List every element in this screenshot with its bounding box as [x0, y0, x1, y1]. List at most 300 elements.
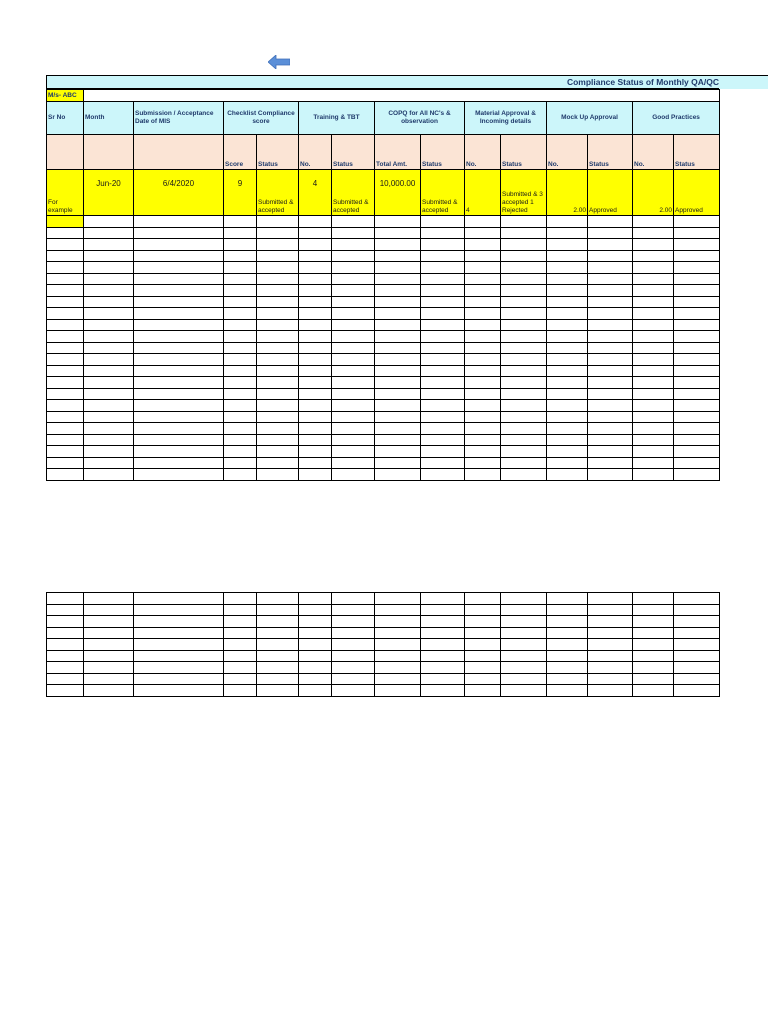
table-cell[interactable]	[299, 239, 332, 251]
table-cell[interactable]	[299, 469, 332, 481]
table-cell[interactable]	[547, 262, 588, 274]
table-cell[interactable]	[375, 319, 421, 331]
table-cell[interactable]	[84, 342, 134, 354]
table-cell[interactable]	[299, 331, 332, 343]
table-cell[interactable]	[84, 662, 134, 674]
subheader-status[interactable]: Status	[421, 135, 465, 170]
table-cell[interactable]	[134, 250, 224, 262]
table-cell[interactable]	[465, 239, 501, 251]
table-cell[interactable]	[375, 342, 421, 354]
table-cell[interactable]	[332, 354, 375, 366]
table-cell[interactable]	[588, 650, 633, 662]
table-cell[interactable]	[633, 662, 674, 674]
table-cell[interactable]	[465, 662, 501, 674]
table-cell[interactable]	[299, 627, 332, 639]
table-cell[interactable]	[224, 457, 257, 469]
table-cell[interactable]	[588, 662, 633, 674]
table-cell[interactable]	[633, 250, 674, 262]
table-cell[interactable]	[84, 650, 134, 662]
table-cell[interactable]	[421, 296, 465, 308]
subheader-status[interactable]: Status	[257, 135, 299, 170]
table-cell[interactable]	[332, 446, 375, 458]
table-cell[interactable]	[134, 273, 224, 285]
table-cell[interactable]	[633, 400, 674, 412]
table-cell[interactable]	[84, 457, 134, 469]
table-cell[interactable]	[332, 673, 375, 685]
table-cell[interactable]	[674, 627, 720, 639]
table-cell[interactable]	[47, 377, 84, 389]
table-cell[interactable]	[674, 377, 720, 389]
table-cell[interactable]	[674, 308, 720, 320]
table-cell[interactable]	[84, 627, 134, 639]
table-cell[interactable]	[134, 616, 224, 628]
table-cell[interactable]	[501, 377, 547, 389]
table-cell[interactable]	[421, 354, 465, 366]
table-cell[interactable]	[674, 365, 720, 377]
table-cell[interactable]	[547, 434, 588, 446]
table-cell[interactable]	[84, 239, 134, 251]
table-cell[interactable]	[332, 250, 375, 262]
table-cell[interactable]	[588, 239, 633, 251]
table-cell[interactable]	[421, 273, 465, 285]
table-cell[interactable]	[134, 650, 224, 662]
table-cell[interactable]	[465, 273, 501, 285]
table-cell[interactable]	[588, 216, 633, 228]
table-cell[interactable]	[375, 308, 421, 320]
table-cell[interactable]	[134, 457, 224, 469]
table-cell[interactable]	[421, 365, 465, 377]
table-cell[interactable]	[674, 434, 720, 446]
table-cell[interactable]	[332, 411, 375, 423]
table-cell[interactable]	[257, 377, 299, 389]
table-cell[interactable]	[501, 685, 547, 697]
table-cell[interactable]	[465, 604, 501, 616]
table-cell[interactable]	[547, 285, 588, 297]
table-cell[interactable]	[84, 469, 134, 481]
table-cell[interactable]	[84, 673, 134, 685]
table-cell[interactable]	[224, 434, 257, 446]
table-cell[interactable]	[224, 685, 257, 697]
example-training-no[interactable]: 4	[299, 170, 332, 216]
table-cell[interactable]	[134, 216, 224, 228]
table-cell[interactable]	[547, 216, 588, 228]
table-cell[interactable]	[421, 639, 465, 651]
table-cell[interactable]	[588, 377, 633, 389]
table-cell[interactable]	[375, 662, 421, 674]
table-cell[interactable]	[257, 400, 299, 412]
table-cell[interactable]	[84, 319, 134, 331]
table-cell[interactable]	[375, 673, 421, 685]
table-cell[interactable]	[465, 331, 501, 343]
table-cell[interactable]	[47, 342, 84, 354]
table-cell[interactable]	[501, 227, 547, 239]
table-cell[interactable]	[375, 593, 421, 605]
table-cell[interactable]	[633, 388, 674, 400]
table-cell[interactable]	[224, 446, 257, 458]
table-cell[interactable]	[547, 296, 588, 308]
table-cell[interactable]	[299, 308, 332, 320]
table-cell[interactable]	[421, 331, 465, 343]
table-cell[interactable]	[465, 354, 501, 366]
table-cell[interactable]	[421, 308, 465, 320]
table-cell[interactable]	[547, 250, 588, 262]
table-cell[interactable]	[134, 227, 224, 239]
table-cell[interactable]	[547, 319, 588, 331]
table-cell[interactable]	[47, 662, 84, 674]
table-cell[interactable]	[633, 434, 674, 446]
table-cell[interactable]	[465, 262, 501, 274]
table-cell[interactable]	[47, 411, 84, 423]
table-cell[interactable]	[633, 216, 674, 228]
table-cell[interactable]	[547, 354, 588, 366]
table-cell[interactable]	[421, 673, 465, 685]
table-cell[interactable]	[134, 239, 224, 251]
table-cell[interactable]	[299, 400, 332, 412]
table-cell[interactable]	[257, 662, 299, 674]
table-cell[interactable]	[375, 639, 421, 651]
table-cell[interactable]	[332, 273, 375, 285]
subheader-score[interactable]: Score	[224, 135, 257, 170]
table-cell[interactable]	[375, 296, 421, 308]
table-cell[interactable]	[84, 616, 134, 628]
table-cell[interactable]	[501, 604, 547, 616]
table-cell[interactable]	[588, 593, 633, 605]
table-cell[interactable]	[588, 285, 633, 297]
table-cell[interactable]	[501, 457, 547, 469]
table-cell[interactable]	[257, 354, 299, 366]
table-cell[interactable]	[299, 388, 332, 400]
example-checklist-score[interactable]: 9	[224, 170, 257, 216]
table-cell[interactable]	[134, 365, 224, 377]
table-cell[interactable]	[588, 273, 633, 285]
subheader-no[interactable]: No.	[299, 135, 332, 170]
table-cell[interactable]	[633, 354, 674, 366]
table-cell[interactable]	[47, 296, 84, 308]
table-cell[interactable]	[332, 469, 375, 481]
table-cell[interactable]	[84, 308, 134, 320]
table-cell[interactable]	[501, 319, 547, 331]
table-cell[interactable]	[501, 285, 547, 297]
table-cell[interactable]	[421, 216, 465, 228]
table-cell[interactable]	[299, 273, 332, 285]
table-cell[interactable]	[332, 627, 375, 639]
table-cell[interactable]	[257, 673, 299, 685]
table-cell[interactable]	[547, 365, 588, 377]
table-cell[interactable]	[299, 296, 332, 308]
table-cell[interactable]	[257, 434, 299, 446]
table-cell[interactable]	[47, 627, 84, 639]
table-cell[interactable]	[299, 227, 332, 239]
table-cell[interactable]	[134, 319, 224, 331]
table-cell[interactable]	[421, 400, 465, 412]
table-cell[interactable]	[633, 457, 674, 469]
header-sr-no[interactable]: Sr No	[47, 102, 84, 135]
table-cell[interactable]	[633, 342, 674, 354]
table-cell[interactable]	[299, 662, 332, 674]
table-cell[interactable]	[588, 262, 633, 274]
table-cell[interactable]	[421, 423, 465, 435]
table-cell[interactable]	[501, 296, 547, 308]
example-gp-status[interactable]: Approved	[674, 170, 720, 216]
table-cell[interactable]	[375, 216, 421, 228]
table-cell[interactable]	[674, 216, 720, 228]
table-cell[interactable]	[674, 685, 720, 697]
table-cell[interactable]	[588, 331, 633, 343]
table-cell[interactable]	[501, 331, 547, 343]
table-cell[interactable]	[224, 342, 257, 354]
table-cell[interactable]	[332, 604, 375, 616]
table-cell[interactable]	[547, 227, 588, 239]
table-cell[interactable]	[421, 262, 465, 274]
table-cell[interactable]	[421, 627, 465, 639]
table-cell[interactable]	[465, 593, 501, 605]
table-cell[interactable]	[588, 342, 633, 354]
table-cell[interactable]	[674, 446, 720, 458]
example-copq-status[interactable]: Submitted & accepted	[421, 170, 465, 216]
table-cell[interactable]	[375, 262, 421, 274]
table-cell[interactable]	[47, 365, 84, 377]
table-cell[interactable]	[421, 662, 465, 674]
table-cell[interactable]	[299, 673, 332, 685]
table-cell[interactable]	[84, 273, 134, 285]
table-cell[interactable]	[633, 377, 674, 389]
table-cell[interactable]	[134, 593, 224, 605]
table-cell[interactable]	[633, 273, 674, 285]
table-cell[interactable]	[588, 411, 633, 423]
table-cell[interactable]	[332, 216, 375, 228]
table-cell[interactable]	[547, 627, 588, 639]
table-cell[interactable]	[633, 423, 674, 435]
table-cell[interactable]	[465, 616, 501, 628]
table-cell[interactable]	[674, 354, 720, 366]
table-cell[interactable]	[421, 285, 465, 297]
table-cell[interactable]	[501, 616, 547, 628]
table-cell[interactable]	[547, 331, 588, 343]
table-cell[interactable]	[674, 342, 720, 354]
company-row-blank[interactable]	[84, 90, 720, 102]
table-cell[interactable]	[547, 423, 588, 435]
table-cell[interactable]	[421, 319, 465, 331]
table-cell[interactable]	[47, 650, 84, 662]
table-cell[interactable]	[633, 296, 674, 308]
table-cell[interactable]	[375, 400, 421, 412]
table-cell[interactable]	[332, 639, 375, 651]
table-cell[interactable]	[257, 388, 299, 400]
table-cell[interactable]	[421, 342, 465, 354]
table-cell[interactable]	[332, 262, 375, 274]
table-cell[interactable]	[257, 627, 299, 639]
table-cell[interactable]	[633, 262, 674, 274]
table-cell[interactable]	[332, 296, 375, 308]
table-cell[interactable]	[588, 388, 633, 400]
table-cell[interactable]	[674, 250, 720, 262]
example-checklist-status[interactable]: Submitted & accepted	[257, 170, 299, 216]
table-cell[interactable]	[633, 650, 674, 662]
table-cell[interactable]	[501, 388, 547, 400]
table-cell[interactable]	[332, 423, 375, 435]
table-cell[interactable]	[674, 423, 720, 435]
table-cell[interactable]	[257, 457, 299, 469]
left-arrow-icon[interactable]	[268, 55, 290, 69]
table-cell[interactable]	[84, 604, 134, 616]
table-cell[interactable]	[674, 319, 720, 331]
table-cell[interactable]	[501, 262, 547, 274]
table-cell[interactable]	[299, 604, 332, 616]
table-cell[interactable]	[332, 650, 375, 662]
table-cell[interactable]	[84, 411, 134, 423]
table-cell[interactable]	[47, 273, 84, 285]
table-cell[interactable]	[465, 365, 501, 377]
table-cell[interactable]	[84, 285, 134, 297]
table-cell[interactable]	[332, 685, 375, 697]
table-cell[interactable]	[299, 434, 332, 446]
table-cell[interactable]	[84, 365, 134, 377]
subheader-no[interactable]: No.	[465, 135, 501, 170]
table-cell[interactable]	[84, 423, 134, 435]
table-cell[interactable]	[299, 457, 332, 469]
table-cell[interactable]	[501, 365, 547, 377]
table-cell[interactable]	[501, 593, 547, 605]
table-cell[interactable]	[588, 673, 633, 685]
table-cell[interactable]	[375, 685, 421, 697]
table-cell[interactable]	[633, 227, 674, 239]
table-cell[interactable]	[421, 388, 465, 400]
table-cell[interactable]	[547, 342, 588, 354]
table-cell[interactable]	[375, 423, 421, 435]
table-cell[interactable]	[332, 388, 375, 400]
table-cell[interactable]	[421, 457, 465, 469]
table-cell[interactable]	[421, 593, 465, 605]
table-cell[interactable]	[633, 593, 674, 605]
table-cell[interactable]	[332, 616, 375, 628]
table-cell[interactable]	[134, 604, 224, 616]
table-cell[interactable]	[224, 593, 257, 605]
table-cell[interactable]	[547, 273, 588, 285]
table-cell[interactable]	[633, 469, 674, 481]
table-cell[interactable]	[332, 400, 375, 412]
table-cell[interactable]	[47, 319, 84, 331]
table-cell[interactable]	[633, 673, 674, 685]
example-mockup-status[interactable]: Approved	[588, 170, 633, 216]
table-cell[interactable]	[224, 308, 257, 320]
table-cell[interactable]	[224, 227, 257, 239]
example-month[interactable]: Jun-20	[84, 170, 134, 216]
table-cell[interactable]	[257, 342, 299, 354]
table-cell[interactable]	[588, 685, 633, 697]
table-cell[interactable]	[547, 388, 588, 400]
table-cell[interactable]	[588, 227, 633, 239]
table-cell[interactable]	[375, 650, 421, 662]
header-training[interactable]: Training & TBT	[299, 102, 375, 135]
table-cell[interactable]	[134, 331, 224, 343]
table-cell[interactable]	[465, 685, 501, 697]
table-cell[interactable]	[674, 239, 720, 251]
table-cell[interactable]	[375, 627, 421, 639]
table-cell[interactable]	[84, 296, 134, 308]
table-cell[interactable]	[674, 227, 720, 239]
table-cell[interactable]	[465, 423, 501, 435]
table-cell[interactable]	[224, 423, 257, 435]
table-cell[interactable]	[375, 388, 421, 400]
table-cell[interactable]	[47, 331, 84, 343]
table-cell[interactable]	[547, 639, 588, 651]
table-cell[interactable]	[633, 446, 674, 458]
table-cell[interactable]	[224, 400, 257, 412]
table-cell[interactable]	[501, 434, 547, 446]
table-cell[interactable]	[299, 342, 332, 354]
subheader-status[interactable]: Status	[501, 135, 547, 170]
table-cell[interactable]	[224, 296, 257, 308]
header-mockup[interactable]: Mock Up Approval	[547, 102, 633, 135]
table-cell[interactable]	[465, 250, 501, 262]
table-cell[interactable]	[47, 639, 84, 651]
table-cell[interactable]	[224, 262, 257, 274]
subheader-no[interactable]: No.	[547, 135, 588, 170]
table-cell[interactable]	[134, 673, 224, 685]
table-cell[interactable]	[501, 400, 547, 412]
table-cell[interactable]	[674, 469, 720, 481]
example-training-status[interactable]: Submitted & accepted	[332, 170, 375, 216]
table-cell[interactable]	[547, 469, 588, 481]
table-cell[interactable]	[84, 593, 134, 605]
table-cell[interactable]	[674, 262, 720, 274]
table-cell[interactable]	[375, 411, 421, 423]
table-cell[interactable]	[633, 285, 674, 297]
table-cell[interactable]	[588, 469, 633, 481]
table-cell[interactable]	[547, 239, 588, 251]
table-cell[interactable]	[465, 673, 501, 685]
table-cell[interactable]	[299, 446, 332, 458]
table-cell[interactable]	[465, 434, 501, 446]
table-cell[interactable]	[547, 662, 588, 674]
table-cell[interactable]	[465, 446, 501, 458]
table-cell[interactable]	[224, 388, 257, 400]
table-cell[interactable]	[84, 227, 134, 239]
table-cell[interactable]	[332, 434, 375, 446]
table-cell[interactable]	[547, 685, 588, 697]
table-cell[interactable]	[588, 423, 633, 435]
table-cell[interactable]	[421, 446, 465, 458]
table-cell[interactable]	[224, 469, 257, 481]
table-cell[interactable]	[47, 604, 84, 616]
table-cell[interactable]	[674, 616, 720, 628]
table-cell[interactable]	[501, 650, 547, 662]
table-cell[interactable]	[633, 616, 674, 628]
table-cell[interactable]	[332, 457, 375, 469]
table-cell[interactable]	[633, 308, 674, 320]
table-cell[interactable]	[134, 308, 224, 320]
table-cell[interactable]	[224, 331, 257, 343]
table-cell[interactable]	[224, 216, 257, 228]
table-cell[interactable]	[299, 216, 332, 228]
table-cell[interactable]	[257, 639, 299, 651]
table-cell[interactable]	[134, 388, 224, 400]
table-cell[interactable]	[224, 673, 257, 685]
table-cell[interactable]	[674, 400, 720, 412]
table-cell[interactable]	[299, 250, 332, 262]
table-cell[interactable]	[257, 239, 299, 251]
table-cell[interactable]	[501, 354, 547, 366]
table-cell[interactable]	[134, 446, 224, 458]
table-cell[interactable]	[299, 650, 332, 662]
table-cell[interactable]	[224, 319, 257, 331]
table-cell[interactable]	[47, 239, 84, 251]
table-cell[interactable]	[547, 457, 588, 469]
table-cell[interactable]	[674, 662, 720, 674]
table-cell[interactable]	[47, 262, 84, 274]
table-cell[interactable]	[332, 662, 375, 674]
table-cell[interactable]	[375, 377, 421, 389]
